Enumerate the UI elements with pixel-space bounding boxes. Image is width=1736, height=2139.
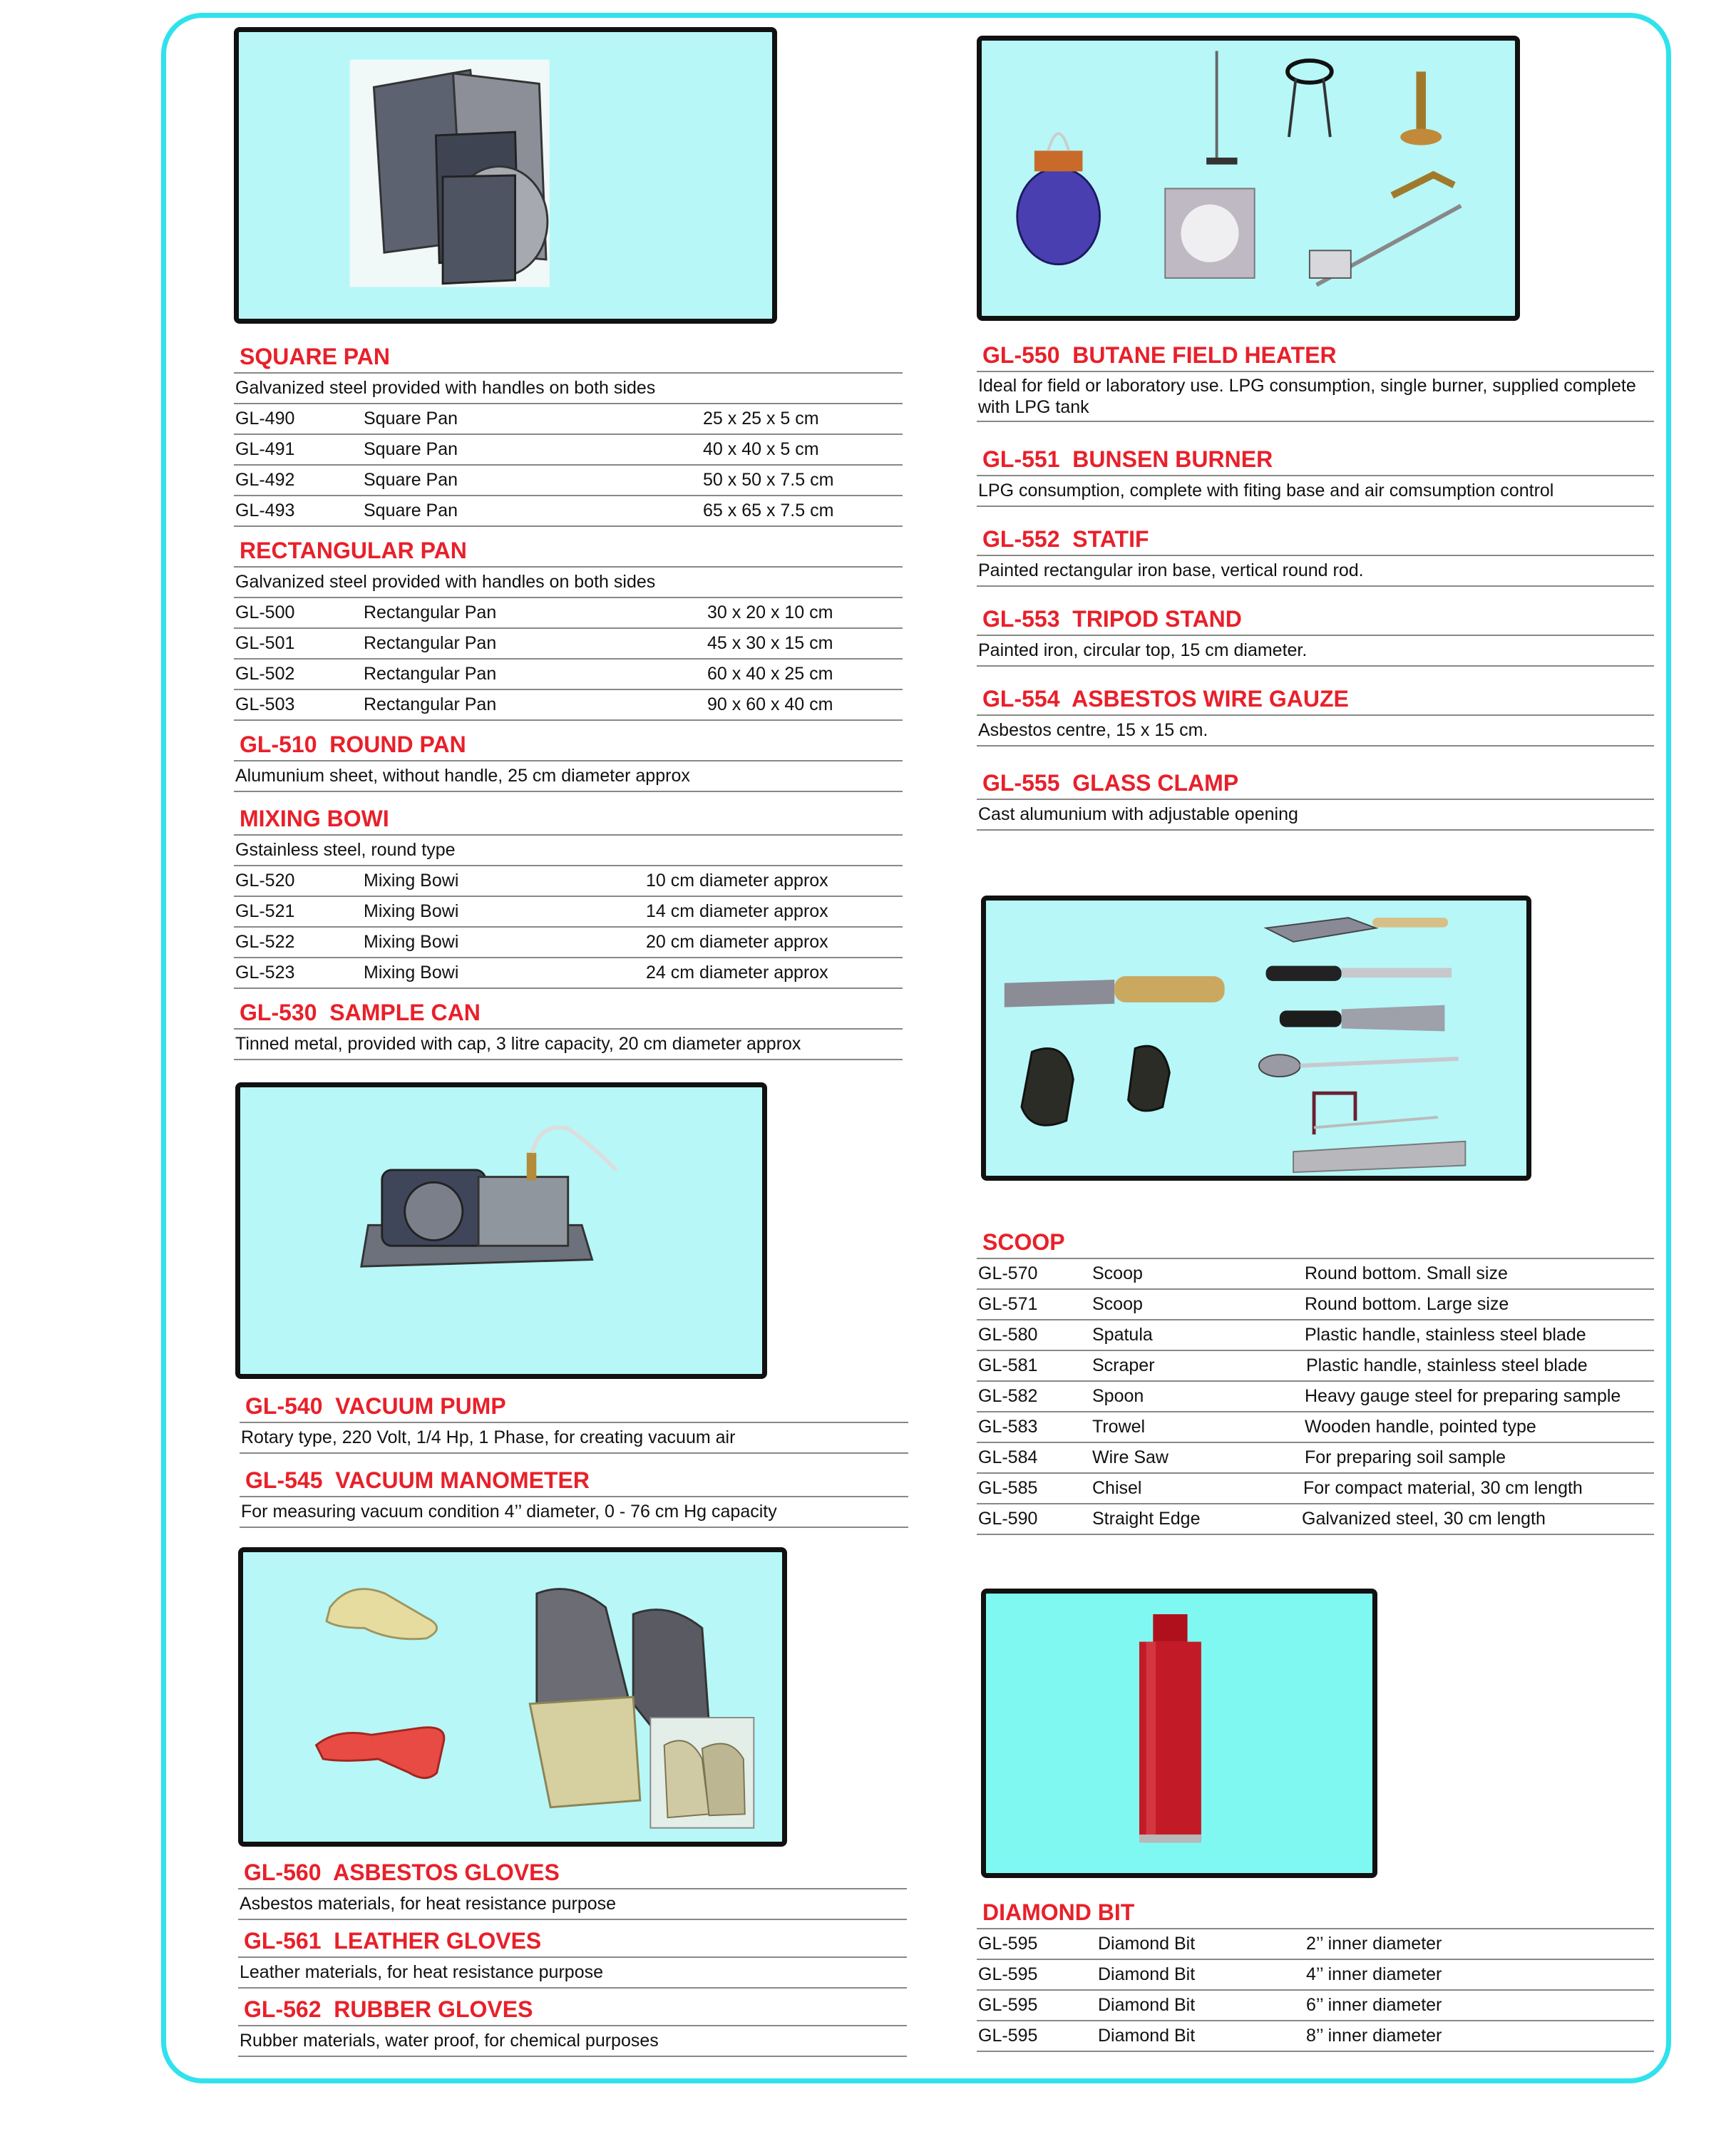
rectangular-pan-section bbox=[234, 535, 903, 721]
item-cell: Rectangular Pan bbox=[364, 602, 497, 622]
table-row bbox=[977, 1929, 1654, 1960]
diamond-bit-section bbox=[977, 1897, 1654, 2052]
section-title: MIXING BOWI bbox=[234, 803, 903, 836]
item-cell: Trowel bbox=[1092, 1417, 1146, 1437]
table-row bbox=[234, 598, 903, 629]
spec-cell: Round bottom. Small size bbox=[1305, 1263, 1508, 1283]
code-cell: GL-585 bbox=[978, 1478, 1038, 1498]
section-description: Alumunium sheet, without handle, 25 cm diameter approx bbox=[234, 761, 903, 792]
code-cell: GL-582 bbox=[978, 1386, 1038, 1406]
right-column bbox=[977, 0, 1654, 2139]
spec-cell: 4’’ inner diameter bbox=[1306, 1964, 1442, 1984]
section-title: GL-540 VACUUM PUMP bbox=[240, 1390, 908, 1423]
section-title: GL-560 ASBESTOS GLOVES bbox=[238, 1857, 907, 1889]
table-row bbox=[977, 1504, 1654, 1535]
item-cell: Mixing Bowi bbox=[364, 871, 459, 891]
heaters-photo bbox=[977, 36, 1520, 321]
item-cell: Scoop bbox=[1092, 1294, 1143, 1314]
spec-cell: Galvanized steel, 30 cm length bbox=[1302, 1509, 1546, 1529]
code-cell: GL-503 bbox=[235, 694, 295, 714]
table-row bbox=[234, 496, 903, 527]
section-description: Tinned metal, provided with cap, 3 litre capacity, 20 cm diameter approx bbox=[234, 1030, 903, 1060]
item-cell: Mixing Bowi bbox=[364, 963, 459, 983]
spec-cell: Round bottom. Large size bbox=[1305, 1294, 1509, 1314]
section-description: Leather materials, for heat resistance purpose bbox=[238, 1958, 907, 1989]
section-title: SCOOP bbox=[977, 1226, 1654, 1259]
spec-cell: 60 x 40 x 25 cm bbox=[707, 664, 833, 684]
code-cell: GL-595 bbox=[978, 1995, 1038, 2015]
left-column bbox=[234, 0, 903, 2139]
section-description: Asbestos materials, for heat resistance purpose bbox=[238, 1889, 907, 1920]
table-row bbox=[977, 1320, 1654, 1351]
spec-cell: 2’’ inner diameter bbox=[1306, 1934, 1442, 1954]
item-cell: Spatula bbox=[1092, 1325, 1153, 1345]
spec-cell: Plastic handle, stainless steel blade bbox=[1306, 1355, 1588, 1375]
section-title: GL-562 RUBBER GLOVES bbox=[238, 1994, 907, 2026]
pans-photo bbox=[234, 27, 777, 324]
spec-cell: 30 x 20 x 10 cm bbox=[707, 602, 833, 622]
table-row bbox=[234, 866, 903, 897]
table-row bbox=[977, 1991, 1654, 2021]
square-pan-section bbox=[234, 341, 903, 527]
item-cell: Diamond Bit bbox=[1098, 1964, 1196, 1984]
code-cell: GL-493 bbox=[235, 501, 295, 520]
round-pan-section bbox=[234, 729, 903, 792]
section-title: GL-555 GLASS CLAMP bbox=[977, 767, 1654, 800]
vacuum-manometer-section bbox=[240, 1465, 908, 1528]
item-cell: Straight Edge bbox=[1092, 1509, 1201, 1529]
code-cell: GL-523 bbox=[235, 963, 295, 983]
table-row bbox=[234, 466, 903, 496]
item-cell: Spoon bbox=[1092, 1386, 1144, 1406]
table-row bbox=[234, 897, 903, 928]
item-cell: Rectangular Pan bbox=[364, 664, 497, 684]
spec-cell: Heavy gauge steel for preparing sample bbox=[1305, 1386, 1621, 1406]
code-cell: GL-580 bbox=[978, 1325, 1038, 1345]
code-cell: GL-570 bbox=[978, 1263, 1038, 1283]
sample-can-section bbox=[234, 997, 903, 1060]
table-row bbox=[977, 2021, 1654, 2052]
spec-cell: 24 cm diameter approx bbox=[646, 963, 828, 983]
code-cell: GL-571 bbox=[978, 1294, 1038, 1314]
item-cell: Rectangular Pan bbox=[364, 694, 497, 714]
item-cell: Square Pan bbox=[364, 439, 458, 459]
table-row bbox=[977, 1382, 1654, 1412]
item-cell: Square Pan bbox=[364, 409, 458, 429]
table-row bbox=[977, 1412, 1654, 1443]
table-row bbox=[977, 1259, 1654, 1290]
spec-cell: Wooden handle, pointed type bbox=[1305, 1417, 1536, 1437]
spec-cell: 25 x 25 x 5 cm bbox=[703, 409, 819, 429]
tools-photo bbox=[981, 896, 1531, 1181]
table-row bbox=[234, 928, 903, 958]
spec-cell: Plastic handle, stainless steel blade bbox=[1305, 1325, 1586, 1345]
bunsen-section bbox=[977, 443, 1654, 507]
section-title: RECTANGULAR PAN bbox=[234, 535, 903, 568]
section-description: Gstainless steel, round type bbox=[234, 836, 903, 866]
tripod-section bbox=[977, 603, 1654, 667]
code-cell: GL-521 bbox=[235, 901, 295, 921]
spec-cell: 50 x 50 x 7.5 cm bbox=[703, 470, 834, 490]
statif-section bbox=[977, 523, 1654, 587]
section-title: GL-552 STATIF bbox=[977, 523, 1654, 556]
rubber-gloves-section bbox=[238, 1994, 907, 2057]
section-description: Rubber materials, water proof, for chemical purposes bbox=[238, 2026, 907, 2057]
item-cell: Chisel bbox=[1092, 1478, 1142, 1498]
vacuum-pump-photo bbox=[235, 1082, 767, 1379]
item-cell: Wire Saw bbox=[1092, 1447, 1169, 1467]
code-cell: GL-590 bbox=[978, 1509, 1038, 1529]
leather-gloves-section bbox=[238, 1925, 907, 1989]
table-row bbox=[234, 435, 903, 466]
code-cell: GL-583 bbox=[978, 1417, 1038, 1437]
butane-section bbox=[977, 339, 1654, 422]
item-cell: Scraper bbox=[1092, 1355, 1155, 1375]
spec-cell: For preparing soil sample bbox=[1305, 1447, 1506, 1467]
spec-cell: 65 x 65 x 7.5 cm bbox=[703, 501, 834, 520]
code-cell: GL-520 bbox=[235, 871, 295, 891]
item-cell: Diamond Bit bbox=[1098, 1995, 1196, 2015]
section-description: Cast alumunium with adjustable opening bbox=[977, 800, 1654, 831]
table-row bbox=[977, 1960, 1654, 1991]
spec-cell: 40 x 40 x 5 cm bbox=[703, 439, 819, 459]
item-cell: Scoop bbox=[1092, 1263, 1143, 1283]
section-title: SQUARE PAN bbox=[234, 341, 903, 374]
code-cell: GL-581 bbox=[978, 1355, 1038, 1375]
table-row bbox=[234, 404, 903, 435]
section-title: GL-545 VACUUM MANOMETER bbox=[240, 1465, 908, 1497]
spec-cell: 8’’ inner diameter bbox=[1306, 2026, 1442, 2046]
item-cell: Rectangular Pan bbox=[364, 633, 497, 653]
code-cell: GL-490 bbox=[235, 409, 295, 429]
code-cell: GL-595 bbox=[978, 1934, 1038, 1954]
item-cell: Square Pan bbox=[364, 501, 458, 520]
table-row bbox=[234, 660, 903, 690]
scoop-section bbox=[977, 1226, 1654, 1535]
asbestos-gloves-section bbox=[238, 1857, 907, 1920]
spec-cell: 6’’ inner diameter bbox=[1306, 1995, 1442, 2015]
section-description: Painted iron, circular top, 15 cm diameter. bbox=[977, 636, 1654, 667]
spec-cell: For compact material, 30 cm length bbox=[1303, 1478, 1583, 1498]
vacuum-pump-section bbox=[240, 1390, 908, 1454]
spec-cell: 45 x 30 x 15 cm bbox=[707, 633, 833, 653]
item-cell: Mixing Bowi bbox=[364, 932, 459, 952]
table-row bbox=[977, 1474, 1654, 1504]
section-title: GL-553 TRIPOD STAND bbox=[977, 603, 1654, 636]
code-cell: GL-502 bbox=[235, 664, 295, 684]
table-row bbox=[234, 690, 903, 721]
table-row bbox=[977, 1443, 1654, 1474]
section-description: For measuring vacuum condition 4’’ diameter, 0 - 76 cm Hg capacity bbox=[240, 1497, 908, 1528]
section-description: LPG consumption, complete with fiting base and air comsumption control bbox=[977, 476, 1654, 507]
section-title: GL-530 SAMPLE CAN bbox=[234, 997, 903, 1030]
section-description: Galvanized steel provided with handles on both sides bbox=[234, 374, 903, 404]
section-description: Rotary type, 220 Volt, 1/4 Hp, 1 Phase, for creating vacuum air bbox=[240, 1423, 908, 1454]
code-cell: GL-492 bbox=[235, 470, 295, 490]
section-title: GL-551 BUNSEN BURNER bbox=[977, 443, 1654, 476]
code-cell: GL-522 bbox=[235, 932, 295, 952]
code-cell: GL-491 bbox=[235, 439, 295, 459]
section-title: DIAMOND BIT bbox=[977, 1897, 1654, 1929]
section-description: Asbestos centre, 15 x 15 cm. bbox=[977, 716, 1654, 747]
clamp-section bbox=[977, 767, 1654, 831]
section-description: Painted rectangular iron base, vertical round rod. bbox=[977, 556, 1654, 587]
spec-cell: 90 x 60 x 40 cm bbox=[707, 694, 833, 714]
gloves-photo bbox=[238, 1547, 787, 1847]
code-cell: GL-595 bbox=[978, 1964, 1038, 1984]
section-description: Galvanized steel provided with handles on both sides bbox=[234, 568, 903, 598]
code-cell: GL-595 bbox=[978, 2026, 1038, 2046]
table-row bbox=[234, 629, 903, 660]
item-cell: Diamond Bit bbox=[1098, 1934, 1196, 1954]
section-description: Ideal for field or laboratory use. LPG consumption, single burner, supplied complete with LPG tank bbox=[977, 372, 1654, 422]
table-row bbox=[977, 1351, 1654, 1382]
section-title: GL-554 ASBESTOS WIRE GAUZE bbox=[977, 683, 1654, 716]
spec-cell: 10 cm diameter approx bbox=[646, 871, 828, 891]
code-cell: GL-584 bbox=[978, 1447, 1038, 1467]
spec-cell: 20 cm diameter approx bbox=[646, 932, 828, 952]
table-row bbox=[977, 1290, 1654, 1320]
code-cell: GL-501 bbox=[235, 633, 295, 653]
diamond-bit-photo bbox=[981, 1589, 1377, 1878]
section-title: GL-550 BUTANE FIELD HEATER bbox=[977, 339, 1654, 372]
section-title: GL-561 LEATHER GLOVES bbox=[238, 1925, 907, 1958]
table-row bbox=[234, 958, 903, 989]
item-cell: Square Pan bbox=[364, 470, 458, 490]
item-cell: Diamond Bit bbox=[1098, 2026, 1196, 2046]
item-cell: Mixing Bowi bbox=[364, 901, 459, 921]
mixing-bowl-section bbox=[234, 803, 903, 989]
spec-cell: 14 cm diameter approx bbox=[646, 901, 828, 921]
gauze-section bbox=[977, 683, 1654, 747]
code-cell: GL-500 bbox=[235, 602, 295, 622]
section-title: GL-510 ROUND PAN bbox=[234, 729, 903, 761]
